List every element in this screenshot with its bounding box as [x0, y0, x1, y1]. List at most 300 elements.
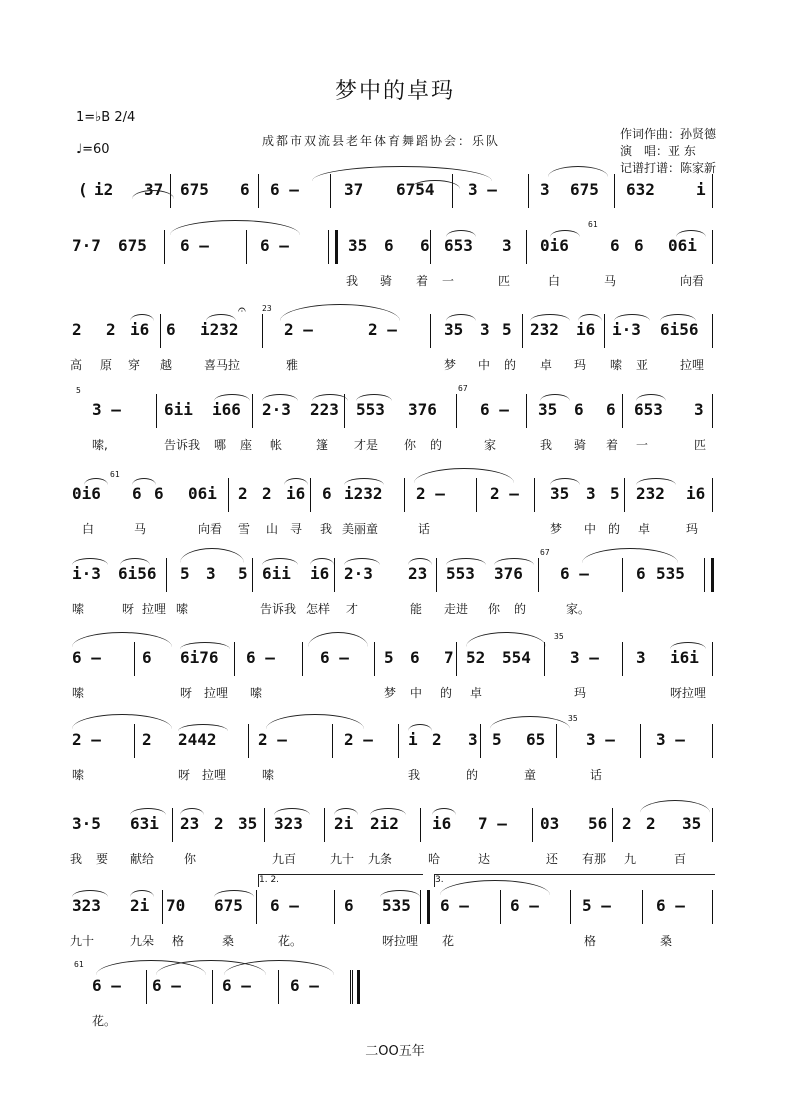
bar-line — [134, 724, 135, 758]
note-group: 06i — [188, 484, 217, 503]
bar-line — [712, 174, 713, 208]
lyric-syllable: 拉哩 — [142, 602, 167, 616]
lyric-syllable: 哪 — [214, 438, 227, 452]
slur — [670, 642, 706, 649]
bar-line — [624, 478, 625, 512]
note-group: i6 — [576, 320, 596, 339]
lyric-syllable: 还 — [546, 852, 559, 866]
organization: 成都市双流县老年体育舞蹈协会：乐队 — [262, 134, 501, 148]
bar-line — [640, 724, 641, 758]
note-group: 3 — [480, 320, 490, 339]
lyric-syllable: 我 — [320, 522, 333, 536]
bar-line — [430, 230, 431, 264]
note-group: 5 — [384, 648, 394, 667]
lyrics-line — [0, 272, 790, 292]
slur — [446, 558, 486, 565]
score-row — [0, 960, 790, 1048]
note-group: 35 — [238, 814, 258, 833]
bar-line — [420, 808, 421, 842]
slur — [180, 808, 204, 815]
lyric-syllable: 梦 — [444, 358, 457, 372]
lyric-syllable: 梦 — [384, 686, 397, 700]
lyrics-line — [0, 356, 790, 376]
slur — [214, 890, 254, 897]
note-group: 6 – — [440, 896, 469, 915]
note-group: 6754 — [396, 180, 435, 199]
note-group: 0i6 — [72, 484, 101, 503]
note-group: 65 — [526, 730, 546, 749]
bar-line — [622, 558, 623, 592]
slur — [676, 230, 706, 237]
note-group: 52 — [466, 648, 486, 667]
note-group: 675 — [570, 180, 599, 199]
slur — [432, 808, 456, 815]
bar-line — [246, 230, 247, 264]
slur — [72, 558, 108, 565]
slur — [310, 558, 334, 565]
slur — [408, 558, 432, 565]
slur — [262, 558, 298, 565]
bar-line — [544, 642, 545, 676]
bar-line — [712, 890, 713, 924]
note-group: 2·3 — [262, 400, 291, 419]
lyric-syllable: 献给 — [130, 852, 155, 866]
credit-transcriber: 记谱打谱：陈家新 — [620, 161, 717, 175]
note-group: i232 — [200, 320, 239, 339]
credits-block — [620, 126, 716, 177]
note-group: 6 — [410, 648, 420, 667]
notes-line — [0, 548, 790, 592]
lyric-syllable: 呀 — [178, 768, 191, 782]
note-group: i6 — [130, 320, 150, 339]
note-group: i66 — [212, 400, 241, 419]
note-group: 5 — [502, 320, 512, 339]
grace-note: 35 — [568, 714, 578, 723]
bar-line — [522, 314, 523, 348]
note-group: 6 – — [246, 648, 275, 667]
score-row — [0, 470, 790, 556]
notes-line — [0, 714, 790, 758]
note-group: 653 — [634, 400, 663, 419]
bar-line — [622, 642, 623, 676]
slur — [334, 808, 358, 815]
slur — [550, 230, 580, 237]
note-group: 6i56 — [660, 320, 699, 339]
lyric-syllable: 走进 — [444, 602, 469, 616]
note-group: 2 — [432, 730, 442, 749]
lyric-syllable: 马 — [604, 274, 617, 288]
lyric-syllable: 九朵 — [130, 934, 155, 948]
note-group: 2 – — [258, 730, 287, 749]
note-group: 2 – — [416, 484, 445, 503]
grace-note: 61 — [74, 960, 84, 969]
lyric-syllable: 美丽童 — [342, 522, 379, 536]
notes-line — [0, 384, 790, 428]
note-group: 6 – — [560, 564, 589, 583]
lyric-syllable: 九百 — [272, 852, 297, 866]
lyric-syllable: 座 — [240, 438, 253, 452]
note-group: 675 — [180, 180, 209, 199]
lyric-syllable: 嗦, — [92, 438, 108, 452]
note-group: 3 — [468, 730, 478, 749]
note-group: 323 — [72, 896, 101, 915]
footer-year: 二OO五年 — [365, 1044, 425, 1059]
tempo-marking: ♩=60 — [76, 142, 110, 157]
slur — [530, 314, 570, 321]
lyric-syllable: 的 — [608, 522, 621, 536]
lyric-syllable: 能 — [410, 602, 423, 616]
lyric-syllable: 嗦 — [72, 602, 85, 616]
note-group: 6 – — [72, 648, 101, 667]
note-group: 2 – — [284, 320, 313, 339]
note-group: 6 – — [222, 976, 251, 995]
lyric-syllable: 中 — [584, 522, 597, 536]
slur — [548, 166, 608, 177]
note-group: 3 — [636, 648, 646, 667]
bar-line — [526, 394, 527, 428]
note-group: 3 – — [656, 730, 685, 749]
slur — [408, 724, 432, 731]
note-group: 675 — [214, 896, 243, 915]
bar-line — [526, 230, 527, 264]
note-group: 6 – — [270, 896, 299, 915]
bar-line — [310, 478, 311, 512]
note-group: 553 — [446, 564, 475, 583]
bar-line — [528, 174, 529, 208]
note-group: 5 — [492, 730, 502, 749]
lyric-syllable: 匹 — [498, 274, 511, 288]
score-row — [0, 304, 790, 392]
note-group: 3 — [502, 236, 512, 255]
lyric-syllable: 玛 — [574, 686, 587, 700]
lyric-syllable: 我 — [540, 438, 553, 452]
notes-line — [0, 632, 790, 676]
slur — [130, 808, 166, 815]
note-group: 2 — [622, 814, 632, 833]
note-group: 2 — [142, 730, 152, 749]
notes-line — [0, 304, 790, 348]
note-group: 5 — [610, 484, 620, 503]
bar-line — [170, 174, 171, 208]
note-group: 35 — [444, 320, 464, 339]
lyric-syllable: 百 — [674, 852, 687, 866]
note-group: 6 – — [180, 236, 209, 255]
lyric-syllable: 的 — [440, 686, 453, 700]
score-row — [0, 548, 790, 636]
lyric-syllable: 一 — [636, 438, 649, 452]
lyric-syllable: 嗦 — [262, 768, 275, 782]
lyric-syllable: 拉哩 — [680, 358, 705, 372]
note-group: 2 — [238, 484, 248, 503]
lyric-syllable: 呀拉哩 — [670, 686, 707, 700]
lyric-syllable: 花 — [442, 934, 455, 948]
lyric-syllable: 卓 — [540, 358, 553, 372]
lyric-syllable: 一 — [442, 274, 455, 288]
slur — [214, 394, 250, 401]
score-row — [0, 888, 790, 968]
bar-line — [612, 808, 613, 842]
note-group: 6 – — [510, 896, 539, 915]
lyric-syllable: 达 — [478, 852, 491, 866]
bar-line — [234, 642, 235, 676]
score-row — [0, 384, 790, 472]
note-group: 675 — [118, 236, 147, 255]
lyric-syllable: 嗦 — [72, 768, 85, 782]
lyric-syllable: 高 — [70, 358, 83, 372]
lyric-syllable: 寻 — [290, 522, 303, 536]
bar-line — [162, 890, 163, 924]
bar-line — [256, 890, 257, 924]
lyrics-line — [0, 850, 790, 870]
lyric-syllable: 我 — [346, 274, 359, 288]
lyric-syllable: 九十 — [70, 934, 95, 948]
lyric-syllable: 喜马拉 — [204, 358, 241, 372]
slur — [312, 394, 348, 401]
bar-line — [604, 314, 605, 348]
lyrics-line — [0, 932, 790, 952]
grace-note: 35 — [554, 632, 564, 641]
lyric-syllable: 童 — [524, 768, 537, 782]
lyric-syllable: 你 — [404, 438, 417, 452]
note-group: 6 – — [290, 976, 319, 995]
note-group: 23 — [180, 814, 200, 833]
lyrics-line — [0, 436, 790, 456]
note-group: 7 – — [478, 814, 507, 833]
note-group: i·3 — [72, 564, 101, 583]
notes-line — [0, 470, 790, 512]
lyric-syllable: 花。 — [92, 1014, 117, 1028]
lyrics-line — [0, 1012, 790, 1032]
note-group: 2 – — [344, 730, 373, 749]
slur — [206, 314, 236, 321]
bar-line — [166, 558, 167, 592]
grace-note: 67 — [540, 548, 550, 557]
slur — [550, 478, 580, 485]
note-group: 232 — [530, 320, 559, 339]
note-group: 7 — [444, 648, 454, 667]
lyrics-line — [0, 766, 790, 786]
bar-line — [456, 394, 457, 428]
note-group: 653 — [444, 236, 473, 255]
lyric-syllable: 嗦 — [610, 358, 623, 372]
slur — [344, 478, 384, 485]
lyric-syllable: 雪 — [238, 522, 251, 536]
slur — [356, 394, 392, 401]
slur — [130, 890, 154, 897]
note-group: 0i6 — [540, 236, 569, 255]
note-group: 2 — [646, 814, 656, 833]
lyric-syllable: 你 — [488, 602, 501, 616]
lyrics-line — [0, 520, 790, 540]
bar-line — [332, 724, 333, 758]
note-group: i232 — [344, 484, 383, 503]
lyrics-line — [0, 684, 790, 704]
note-group: 6 — [240, 180, 250, 199]
lyric-syllable: 话 — [590, 768, 603, 782]
bar-line — [404, 478, 405, 512]
note-group: 535 — [656, 564, 685, 583]
note-group: 3·5 — [72, 814, 101, 833]
lyric-syllable: 九 — [624, 852, 637, 866]
bar-line — [398, 724, 399, 758]
note-group: 3 – — [92, 400, 121, 419]
lyric-syllable: 白 — [548, 274, 561, 288]
bar-line — [430, 314, 431, 348]
slur — [132, 478, 156, 485]
note-group: 6 – — [92, 976, 121, 995]
note-group: 5 – — [582, 896, 611, 915]
slur — [130, 314, 154, 321]
note-group: 35 — [682, 814, 702, 833]
lyric-syllable: 九条 — [368, 852, 393, 866]
fermata-icon: 𝄐 — [238, 302, 246, 318]
bar-line — [248, 724, 249, 758]
bar-line — [614, 174, 615, 208]
lyric-syllable: 花。 — [278, 934, 303, 948]
lyric-syllable: 向看 — [198, 522, 223, 536]
lyric-syllable: 原 — [100, 358, 113, 372]
slur — [312, 166, 492, 181]
slur — [494, 558, 534, 565]
lyric-syllable: 告诉我 — [164, 438, 201, 452]
note-group: 535 — [382, 896, 411, 915]
lyric-syllable: 话 — [418, 522, 431, 536]
note-group: 6 — [142, 648, 152, 667]
note-group: 6 — [574, 400, 584, 419]
lyric-syllable: 嗦 — [250, 686, 263, 700]
bar-line — [480, 724, 481, 758]
grace-note: 61 — [588, 220, 598, 229]
note-group: 376 — [408, 400, 437, 419]
note-group: i6 — [310, 564, 330, 583]
note-group: i2 — [94, 180, 114, 199]
slur — [380, 890, 420, 897]
lyric-syllable: 的 — [514, 602, 527, 616]
slur — [540, 394, 570, 401]
note-group: 37 — [144, 180, 164, 199]
lyric-syllable: 卓 — [470, 686, 483, 700]
lyric-syllable: 马 — [134, 522, 147, 536]
lyric-syllable: 呀拉哩 — [382, 934, 419, 948]
note-group: 323 — [274, 814, 303, 833]
slur — [446, 314, 476, 321]
key-text: 1=♭B — [76, 110, 111, 125]
note-group: 63i — [130, 814, 159, 833]
bar-line — [500, 890, 501, 924]
note-group: 3 – — [570, 648, 599, 667]
lyric-syllable: 才 — [346, 602, 359, 616]
note-group: 06i — [668, 236, 697, 255]
notes-line — [0, 172, 790, 208]
note-group: 6ii — [164, 400, 193, 419]
lyric-syllable: 你 — [184, 852, 197, 866]
volta-3: 3. — [434, 874, 715, 887]
note-group: 6 — [344, 896, 354, 915]
note-group: 6 – — [152, 976, 181, 995]
lyric-syllable: 我 — [408, 768, 421, 782]
slur — [180, 642, 230, 649]
lyric-syllable: 穿 — [128, 358, 141, 372]
note-group: 6i56 — [118, 564, 157, 583]
lyric-syllable: 呀 — [122, 602, 135, 616]
bar-line — [324, 808, 325, 842]
note-group: 23 — [408, 564, 428, 583]
note-group: ( — [78, 180, 88, 199]
slur — [72, 890, 108, 897]
note-group: i — [696, 180, 706, 199]
lyric-syllable: 亚 — [636, 358, 649, 372]
note-group: 6 – — [656, 896, 685, 915]
note-group: 3 — [694, 400, 704, 419]
note-group: 6i76 — [180, 648, 219, 667]
notes-line — [0, 806, 790, 842]
bar-line — [172, 808, 173, 842]
note-group: 03 — [540, 814, 560, 833]
note-group: i6 — [286, 484, 306, 503]
note-group: 6 – — [270, 180, 299, 199]
lyric-syllable: 玛 — [574, 358, 587, 372]
note-group: 2 – — [72, 730, 101, 749]
lyric-syllable: 中 — [478, 358, 491, 372]
note-group: 2·3 — [344, 564, 373, 583]
grace-note: 61 — [110, 470, 120, 479]
slur — [614, 314, 650, 321]
lyric-syllable: 的 — [466, 768, 479, 782]
key-signature — [76, 110, 135, 125]
note-group: 223 — [310, 400, 339, 419]
bar-line — [556, 724, 557, 758]
bar-line — [262, 314, 263, 348]
bar-line — [212, 970, 213, 1004]
lyric-syllable: 格 — [172, 934, 185, 948]
note-group: 632 — [626, 180, 655, 199]
note-group: 2 — [262, 484, 272, 503]
score-row — [0, 714, 790, 802]
notes-line — [0, 888, 790, 924]
bar-line — [264, 808, 265, 842]
note-group: 6ii — [262, 564, 291, 583]
lyric-syllable: 的 — [504, 358, 517, 372]
note-group: 2442 — [178, 730, 217, 749]
bar-line — [642, 890, 643, 924]
song-title: 梦中的卓玛 — [334, 79, 455, 104]
note-group: 2 — [106, 320, 116, 339]
lyric-syllable: 山 — [266, 522, 279, 536]
note-group: 6 – — [480, 400, 509, 419]
note-group: 3 – — [468, 180, 497, 199]
lyric-syllable: 着 — [416, 274, 429, 288]
note-group: 35 — [538, 400, 558, 419]
bar-line — [712, 394, 713, 428]
grace-note: 67 — [458, 384, 468, 393]
slur — [636, 394, 666, 401]
lyric-syllable: 桑 — [222, 934, 235, 948]
final-bar — [350, 970, 360, 1004]
note-group: 6 — [154, 484, 164, 503]
lyric-syllable: 玛 — [686, 522, 699, 536]
note-group: 6 — [322, 484, 332, 503]
lyric-syllable: 骑 — [380, 274, 393, 288]
slur — [132, 190, 174, 199]
lyric-syllable: 帐 — [270, 438, 283, 452]
note-group: 2i — [130, 896, 150, 915]
lyric-syllable: 中 — [410, 686, 423, 700]
slur — [370, 808, 406, 815]
note-group: 6 — [132, 484, 142, 503]
slur — [84, 478, 108, 485]
note-group: 6 — [166, 320, 176, 339]
bar-line — [164, 230, 165, 264]
